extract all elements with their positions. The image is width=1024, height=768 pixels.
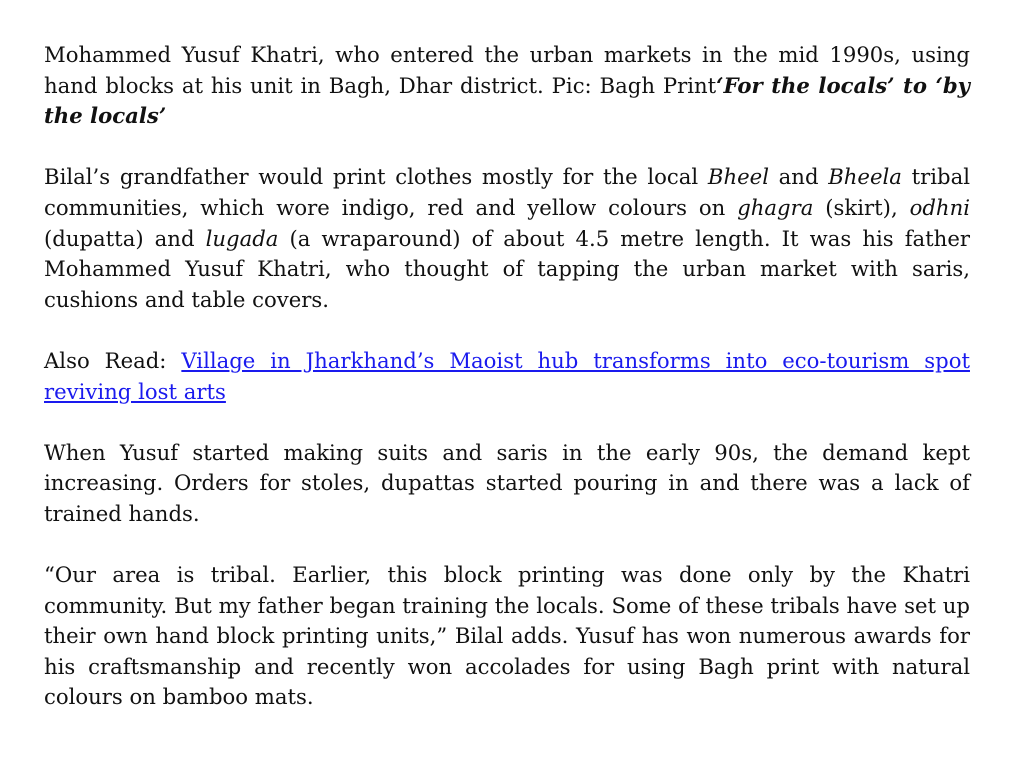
also-read-label: Also Read: xyxy=(44,347,182,373)
section-heading: ‘For the locals’ to ‘by the locals’ xyxy=(44,72,970,129)
para1-text-4: (skirt), xyxy=(813,194,910,220)
paragraph-quote: “Our area is tribal. Earlier, this block printing was done only by the Khatri community. But my father began training the locals. Some of these tribals have set up their own hand block printing units,” Bilal adds. Yusuf has won numerous awards for his craftsmanship and recently won accolades for using Bagh print with natural colours on bamboo mats. xyxy=(44,562,970,710)
article-body xyxy=(44,40,970,713)
term-ghagra: ghagra xyxy=(737,194,814,220)
para1-text-2: and xyxy=(768,164,829,190)
term-bheela: Bheela xyxy=(828,164,902,190)
paragraph-grandfather xyxy=(44,162,970,315)
image-caption xyxy=(44,40,970,132)
term-odhni: odhni xyxy=(909,194,970,220)
term-bheel: Bheel xyxy=(707,164,769,190)
para1-text-6: (a wraparound) of about 4.5 metre length. It was his father Mohammed Yusuf Khatri, who thought of tapping the urban market with saris, cushions and table covers. xyxy=(44,225,970,312)
caption-text: Mohammed Yusuf Khatri, who entered the urban markets in the mid 1990s, using hand blocks at his unit in Bagh, Dhar district. Pic: Bagh Print xyxy=(44,42,970,98)
also-read-link[interactable]: Village in Jharkhand’s Maoist hub transforms into eco-tourism spot reviving lost arts xyxy=(44,347,970,404)
also-read xyxy=(44,346,970,407)
para1-text-3: tribal communities, which wore indigo, red and yellow colours on xyxy=(44,164,971,220)
para1-text-5: (dupatta) and xyxy=(44,225,206,251)
para1-text-1: Bilal’s grandfather would print clothes mostly for the local xyxy=(44,164,708,190)
paragraph-demand: When Yusuf started making suits and saris in the early 90s, the demand kept increasing. Orders for stoles, dupattas started pouring in and there was a lack of trained hands. xyxy=(44,439,970,526)
term-lugada: lugada xyxy=(205,225,279,251)
